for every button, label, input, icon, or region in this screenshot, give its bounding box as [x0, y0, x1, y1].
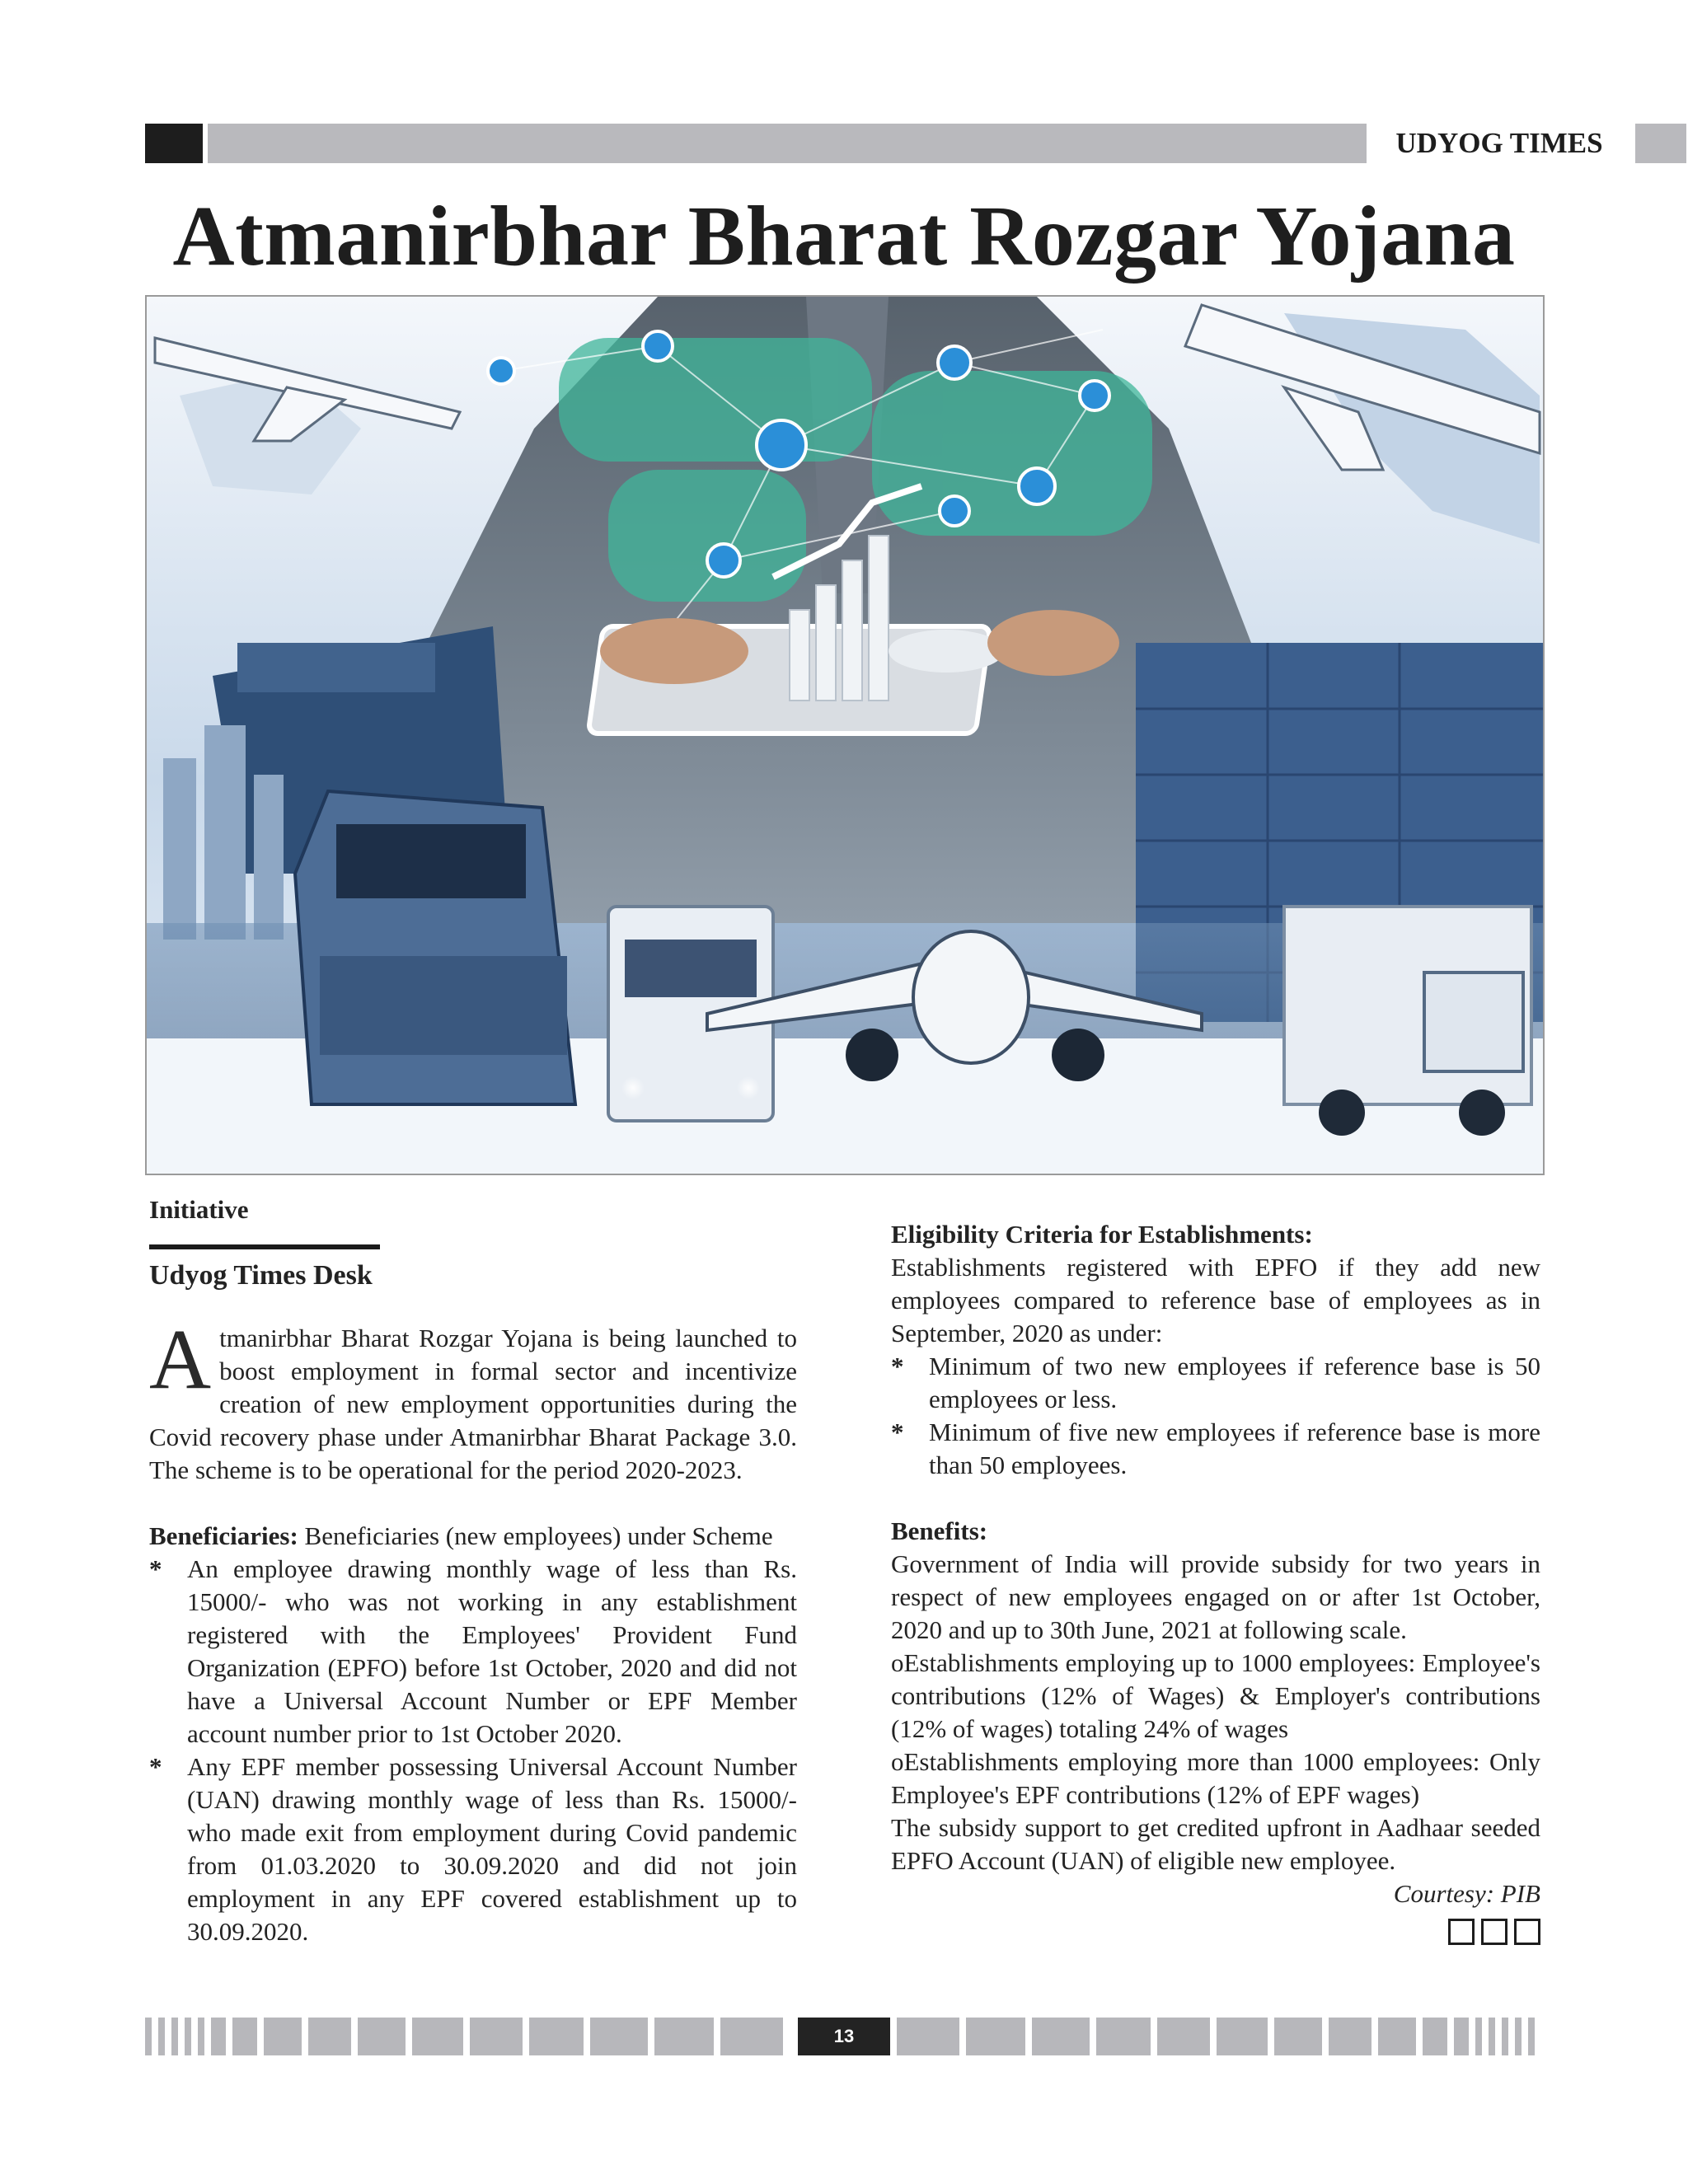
end-mark-box-icon: [1481, 1919, 1507, 1945]
footer-segment: [232, 2018, 257, 2055]
bullet-star: *: [149, 1752, 162, 1781]
end-mark-box-icon: [1514, 1919, 1540, 1945]
footer-segment: [1096, 2018, 1151, 2055]
footer-segment: [211, 2018, 226, 2055]
footer-segment: [1489, 2018, 1495, 2055]
header-dark-block: [145, 124, 203, 163]
byline: Udyog Times Desk: [149, 1260, 373, 1291]
publication-name: UDYOG TIMES: [1395, 127, 1603, 159]
footer-bar: [145, 2018, 1543, 2055]
drop-cap: A: [149, 1312, 212, 1407]
footer-segment: [470, 2018, 523, 2055]
eligibility-text: Minimum of two new employees if reference base is 50 employees or less.: [929, 1352, 1540, 1413]
footer-segment: [966, 2018, 1025, 2055]
benefits-paragraph: Government of India will provide subsidy for two years in respect of new employees engaged on or after 1st October, 2020 and up to 30th June, 2021 at following scale.: [891, 1549, 1540, 1644]
footer-segment: [1515, 2018, 1522, 2055]
left-column: [149, 1193, 797, 1948]
beneficiaries-intro: [149, 1520, 797, 1553]
lead-text: tmanirbhar Bharat Rozgar Yojana is being launched to boost employment in formal sector and incentivize creation of new employment opportunities during the Covid recovery phase under Atmanirbhar Bharat Package 3.0. The scheme is to be operational for the period 2020-2023.: [149, 1324, 797, 1484]
end-mark-box-icon: [1448, 1919, 1475, 1945]
beneficiary-item: [149, 1750, 797, 1948]
footer-segment: [1423, 2018, 1447, 2055]
footer-segment: [590, 2018, 648, 2055]
lead-paragraph: [149, 1312, 797, 1487]
footer-segment: [1329, 2018, 1372, 2055]
eligibility-item: [891, 1416, 1540, 1482]
eligibility-intro: Establishments registered with EPFO if they add new employees compared to reference base of employees as in September, 2020 as under:: [891, 1253, 1540, 1347]
footer-segment: [1528, 2018, 1535, 2055]
footer-segment: [529, 2018, 584, 2055]
footer-segment: [1032, 2018, 1090, 2055]
footer-segment: [145, 2018, 152, 2055]
footer-segment: [1217, 2018, 1268, 2055]
footer-segment: [185, 2018, 191, 2055]
section-label: Initiative: [149, 1195, 249, 1224]
footer-segment: [1502, 2018, 1508, 2055]
footer-segment: [1157, 2018, 1210, 2055]
bullet-star: *: [891, 1352, 904, 1380]
footer-segment: [1475, 2018, 1482, 2055]
page-number: 13: [798, 2018, 890, 2055]
courtesy-credit: Courtesy: PIB: [1393, 1879, 1540, 1908]
footer-segment: [358, 2018, 406, 2055]
footer-segment: [1378, 2018, 1416, 2055]
footer-segment: [897, 2018, 959, 2055]
benefits-paragraph: The subsidy support to get credited upfront in Aadhaar seeded EPFO Account (UAN) of eligible new employee.: [891, 1813, 1540, 1875]
footer-segment: [654, 2018, 714, 2055]
footer-segment: [720, 2018, 783, 2055]
article-title: Atmanirbhar Bharat Rozgar Yojana: [172, 189, 1516, 284]
footer-segment: [1454, 2018, 1469, 2055]
beneficiary-text: Any EPF member possessing Universal Account Number (UAN) drawing monthly wage of less than Rs. 15000/- who made exit from employment during Covid pandemic from 01.03.2020 to 30.09.2020 and did not join employment in any EPF covered establishment up to 30.09.2020.: [187, 1752, 797, 1946]
header-gray-band: [208, 124, 1367, 163]
eligibility-item: [891, 1350, 1540, 1416]
benefits-heading: Benefits:: [891, 1516, 988, 1545]
header-end-block: [1635, 124, 1686, 163]
benefits-paragraph: oEstablishments employing up to 1000 employees: Employee's contributions (12% of Wages) & Employer's contributions (12% of wages) totaling 24% of wages: [891, 1648, 1540, 1743]
spacer: [149, 1487, 797, 1520]
spacer: [891, 1482, 1540, 1515]
beneficiaries-intro-text: Beneficiaries (new employees) under Scheme: [298, 1521, 773, 1550]
footer-segment: [308, 2018, 351, 2055]
footer-segment: [412, 2018, 463, 2055]
section-rule: [149, 1244, 380, 1249]
header-bar: [145, 124, 1603, 163]
beneficiary-item: [149, 1553, 797, 1750]
beneficiary-text: An employee drawing monthly wage of less than Rs. 15000/- who was not working in any establishment registered with the Employees' Provident Fund Organization (EPFO) before 1st October, 2020 and did not have a Universal Account Number or EPF Member account number prior to 1st October 2020.: [187, 1554, 797, 1748]
hero-image: [145, 295, 1545, 1175]
benefits-paragraph: oEstablishments employing more than 1000 employees: Only Employee's EPF contributions (12% of EPF wages): [891, 1747, 1540, 1809]
eligibility-heading: Eligibility Criteria for Establishments:: [891, 1220, 1313, 1249]
footer-segment: [171, 2018, 178, 2055]
footer-segment: [158, 2018, 165, 2055]
right-column: [891, 1218, 1540, 1950]
eligibility-text: Minimum of five new employees if reference base is more than 50 employees.: [929, 1418, 1540, 1479]
footer-segment: [1274, 2018, 1322, 2055]
bullet-star: *: [891, 1418, 904, 1446]
bullet-star: *: [149, 1554, 162, 1583]
footer-segment: [198, 2018, 204, 2055]
footer-segment: [264, 2018, 302, 2055]
hero-illustration: [147, 297, 1543, 1174]
beneficiaries-heading: Beneficiaries:: [149, 1521, 298, 1550]
end-marks: [891, 1919, 1540, 1950]
